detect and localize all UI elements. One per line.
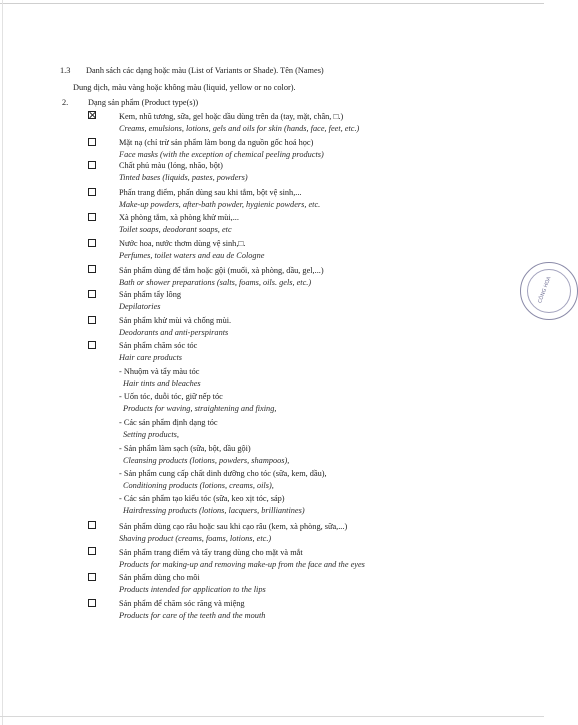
checkbox-face-masks[interactable] <box>88 138 96 146</box>
item-en-label: Face masks (with the exception of chemical peeling products) <box>119 150 324 159</box>
item-vi-label: Sản phẩm dùng cho môi <box>119 573 200 582</box>
item-vi-label: Nước hoa, nước thơm dùng vệ sinh,□. <box>119 239 246 248</box>
page-edge-bottom <box>0 716 544 717</box>
item-vi-label: Chất phủ màu (lỏng, nhão, bột) <box>119 161 223 170</box>
hair-subitem-en: Hair tints and bleaches <box>123 379 201 388</box>
checkbox-bath-shower[interactable] <box>88 265 96 273</box>
checkbox-deodorants[interactable] <box>88 316 96 324</box>
checkbox-perfumes[interactable] <box>88 239 96 247</box>
item-en-label: Shaving product (creams, foams, lotions, etc.) <box>119 534 272 543</box>
hair-subitem-vi: - Uốn tóc, duỗi tóc, giữ nếp tóc <box>119 392 223 401</box>
hair-subitem-vi: - Sản phẩm cung cấp chất dinh dưỡng cho tóc (sữa, kem, dầu), <box>119 469 327 478</box>
hair-subitem-vi: - Sản phẩm làm sạch (sữa, bột, dầu gội) <box>119 444 251 453</box>
item-en-label: Products intended for application to the lips <box>119 585 266 594</box>
item-vi-label: Mặt nạ (chỉ trừ sản phẩm làm bong da nguồn gốc hoá học) <box>119 138 314 147</box>
item-en-label: Depilatories <box>119 302 161 311</box>
checkbox-shaving[interactable] <box>88 521 96 529</box>
item-vi-label: Sản phẩm dùng để tắm hoặc gội (muối, xà phòng, dầu, gel,...) <box>119 266 324 275</box>
item-vi-label: Sản phẩm chăm sóc tóc <box>119 341 198 350</box>
item-en-label: Products for making-up and removing make-up from the face and the eyes <box>119 560 365 569</box>
item-en-label: Products for care of the teeth and the mouth <box>119 611 266 620</box>
checkbox-teeth-mouth[interactable] <box>88 599 96 607</box>
checkbox-toilet-soaps[interactable] <box>88 213 96 221</box>
item-vi-label: Xà phòng tắm, xà phòng khử mùi,... <box>119 213 239 222</box>
item-en-label: Bath or shower preparations (salts, foams, oils. gels, etc.) <box>119 278 312 287</box>
item-vi-label: Sản phẩm dùng cạo râu hoặc sau khi cạo râu (kem, xà phòng, sữa,...) <box>119 522 348 531</box>
checkbox-hair-care[interactable] <box>88 341 96 349</box>
item-en-label: Perfumes, toilet waters and eau de Cologne <box>119 251 265 260</box>
item-en-label: Toilet soaps, deodorant soaps, etc <box>119 225 232 234</box>
stamp-text: CÔNG HOA <box>537 275 553 305</box>
hair-subitem-en: Conditioning products (lotions, creams, oils), <box>123 481 274 490</box>
hair-subitem-vi: - Các sản phẩm tạo kiểu tóc (sữa, keo xịt tóc, sáp) <box>119 494 285 503</box>
item-en-label: Creams, emulsions, lotions, gels and oils for skin (hands, face, feet, etc.) <box>119 124 360 133</box>
hair-subitem-en: Setting products, <box>123 430 179 439</box>
hair-subitem-en: Products for waving, straightening and fixing, <box>123 404 277 413</box>
checkbox-tinted-bases[interactable] <box>88 161 96 169</box>
section-1-3-number: 1.3 <box>60 66 71 75</box>
checkbox-make-up-removing[interactable] <box>88 547 96 555</box>
item-vi-label: Sản phẩm để chăm sóc răng và miệng <box>119 599 245 608</box>
item-en-label: Hair care products <box>119 353 182 362</box>
item-vi-label: Phấn trang điểm, phấn dùng sau khi tắm, bột vệ sinh,... <box>119 188 302 197</box>
item-en-label: Deodorants and anti-perspirants <box>119 328 229 337</box>
hair-subitem-vi: - Các sản phẩm định dạng tóc <box>119 418 218 427</box>
page-edge-top <box>0 3 544 4</box>
checkbox-lips[interactable] <box>88 573 96 581</box>
checkbox-depilatories[interactable] <box>88 290 96 298</box>
hair-subitem-vi: - Nhuộm và tẩy màu tóc <box>119 367 200 376</box>
section-1-3-line-2: Dung dịch, màu vàng hoặc không màu (liquid, yellow or no color). <box>73 83 296 92</box>
item-vi-label: Sản phẩm tẩy lông <box>119 290 181 299</box>
item-en-label: Tinted bases (liquids, pastes, powders) <box>119 173 248 182</box>
checkbox-creams-emulsions[interactable] <box>88 111 96 119</box>
item-en-label: Make-up powders, after-bath powder, hygienic powders, etc. <box>119 200 321 209</box>
item-vi-label: Kem, nhũ tương, sữa, gel hoặc dầu dùng trên da (tay, mặt, chân, □.) <box>119 112 344 121</box>
hair-subitem-en: Hairdressing products (lotions, lacquers, brilliantines) <box>123 506 305 515</box>
item-vi-label: Sản phẩm trang điểm và tẩy trang dùng cho mặt và mắt <box>119 548 303 557</box>
section-1-3-line-1: Danh sách các dạng hoặc màu (List of Variants or Shade). Tên (Names) <box>86 66 324 75</box>
item-vi-label: Sản phẩm khử mùi và chống mùi. <box>119 316 232 325</box>
official-stamp <box>520 262 578 320</box>
checkbox-make-up-powders[interactable] <box>88 188 96 196</box>
section-2-number: 2. <box>62 98 69 107</box>
section-2-heading: Dạng sản phẩm (Product type(s)) <box>88 98 199 107</box>
page-edge-left <box>2 0 3 725</box>
hair-subitem-en: Cleansing products (lotions, powders, shampoos), <box>123 456 290 465</box>
